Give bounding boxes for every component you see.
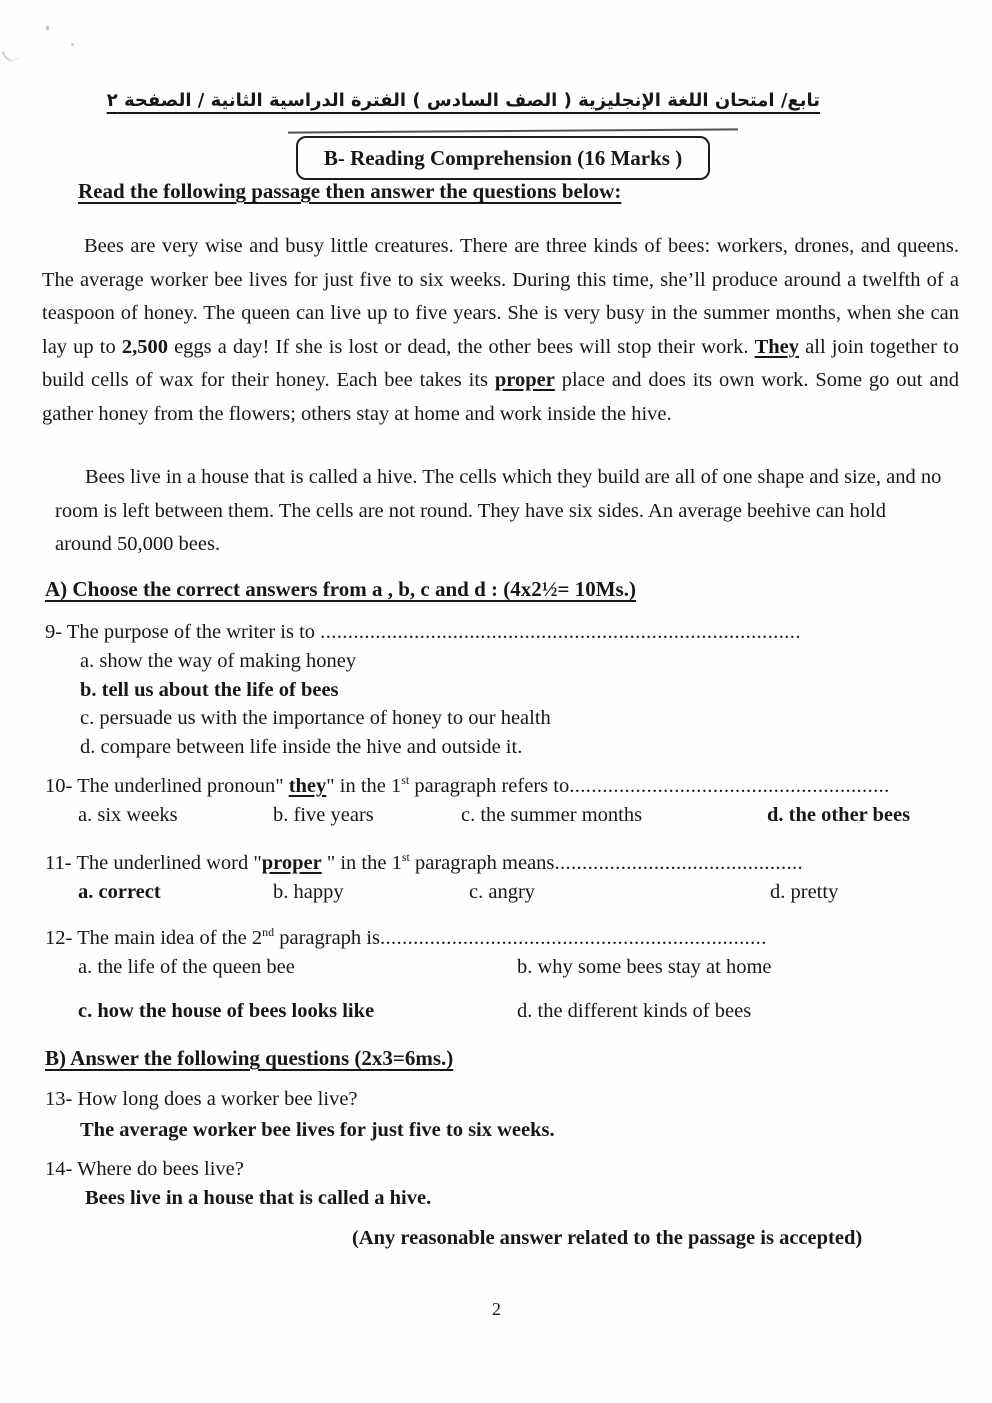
question-12-options-row-2 bbox=[45, 1000, 960, 1034]
question-10-option-c: c. the summer months bbox=[461, 804, 643, 826]
q12-ordinal-suffix: nd bbox=[262, 925, 275, 940]
question-12 bbox=[45, 927, 960, 1034]
q10-ordinal-suffix: st bbox=[401, 773, 410, 788]
passage-paragraph-2: Bees live in a house that is called a hive. The cells which they build are all of one shape and size, and no room is left between them. The cells are not round. They have six sides. An average beehive can hold around 50,000 bees. bbox=[55, 466, 942, 555]
question-12-option-b: b. why some bees stay at home bbox=[517, 956, 772, 978]
question-10-option-d-answer: d. the other bees bbox=[767, 804, 911, 826]
question-11-option-c: c. angry bbox=[469, 881, 536, 903]
question-12-option-c-answer: c. how the house of bees looks like bbox=[78, 1000, 375, 1022]
question-11-option-d: d. pretty bbox=[770, 881, 839, 903]
scan-speck-2 bbox=[71, 43, 74, 46]
q10-underlined-pronoun: they bbox=[288, 775, 327, 797]
page-number: 2 bbox=[492, 1299, 501, 1319]
p1-text-2: eggs a day! If she is lost or dead, the other bees will stop their work. bbox=[167, 335, 755, 358]
q11-stem-prefix: 11- The underlined word " bbox=[45, 852, 262, 874]
q11-underlined-word: proper bbox=[261, 852, 322, 874]
p1-underlined-they: They bbox=[754, 335, 800, 358]
question-14 bbox=[45, 1158, 431, 1210]
question-13 bbox=[45, 1088, 555, 1142]
question-9-stem bbox=[45, 621, 960, 644]
passage-paragraph-1 bbox=[42, 230, 959, 431]
section-b-heading: B) Answer the following questions (2x3=6ms.) bbox=[45, 1046, 454, 1070]
question-11-option-b: b. happy bbox=[273, 881, 344, 903]
question-9-options bbox=[80, 647, 960, 761]
q11-ordinal-suffix: st bbox=[401, 850, 410, 865]
q10-stem-suffix: paragraph refers to bbox=[409, 775, 570, 797]
question-9-option-a: a. show the way of making honey bbox=[80, 650, 357, 672]
q12-stem-prefix: 12- The main idea of the bbox=[45, 927, 252, 949]
question-10 bbox=[45, 775, 960, 838]
question-11-options bbox=[45, 881, 960, 915]
q10-stem-prefix: 10- The underlined pronoun" bbox=[45, 775, 289, 797]
question-12-option-d: d. the different kinds of bees bbox=[517, 1000, 752, 1022]
q11-stem-mid: " in the bbox=[321, 852, 392, 874]
question-9 bbox=[45, 621, 960, 761]
q12-dotted-line: ...................................................................... bbox=[379, 927, 767, 949]
question-11 bbox=[45, 852, 960, 915]
question-13-answer: The average worker bee lives for just five to six weeks. bbox=[80, 1119, 555, 1141]
q12-ordinal-base: 2 bbox=[251, 927, 263, 949]
q12-stem-suffix: paragraph is bbox=[274, 927, 380, 949]
question-9-option-c: c. persuade us with the importance of honey to our health bbox=[80, 707, 551, 730]
question-12-options-row-1 bbox=[45, 956, 960, 990]
question-9-option-d: d. compare between life inside the hive and outside it. bbox=[80, 735, 523, 758]
section-a-heading: A) Choose the correct answers from a , b, c and d : (4x2½= 10Ms.) bbox=[45, 577, 636, 601]
question-12-option-a: a. the life of the queen bee bbox=[78, 956, 295, 978]
question-10-option-a: a. six weeks bbox=[78, 804, 178, 826]
question-13-text: 13- How long does a worker bee live? bbox=[45, 1088, 358, 1110]
scan-speck-1 bbox=[46, 26, 49, 30]
p1-text-4: place and does its own work. Some go out and gather honey from the flowers; others stay at home and work inside the hive. bbox=[42, 369, 959, 425]
question-12-stem bbox=[45, 927, 960, 950]
arabic-exam-header: تابع/ امتحان اللغة الإنجليزية ( الصف السادس ) الفترة الدراسية الثانية / الصفحة ٢ bbox=[106, 90, 820, 111]
q10-ordinal-base: 1 bbox=[391, 775, 402, 797]
p1-bold-egg-count: 2,500 bbox=[121, 335, 168, 358]
question-9-option-b-answer: b. tell us about the life of bees bbox=[80, 678, 339, 701]
question-10-option-b: b. five years bbox=[273, 804, 374, 826]
p1-underlined-proper: proper bbox=[494, 369, 555, 391]
q9-dotted-line: ....................................................................................... bbox=[320, 621, 801, 643]
question-11-stem bbox=[45, 852, 960, 875]
scan-line-artifact bbox=[288, 128, 738, 133]
q9-stem-text: 9- The purpose of the writer is to bbox=[45, 621, 321, 643]
q11-stem-suffix: paragraph means bbox=[409, 852, 555, 874]
q11-ordinal-base: 1 bbox=[391, 852, 402, 874]
question-10-options bbox=[45, 804, 960, 838]
question-14-text: 14- Where do bees live? bbox=[45, 1158, 244, 1180]
grading-note: (Any reasonable answer related to the passage is accepted) bbox=[352, 1227, 863, 1249]
section-title: B- Reading Comprehension (16 Marks ) bbox=[323, 145, 683, 170]
question-11-option-a-answer: a. correct bbox=[78, 881, 161, 903]
section-title-box bbox=[296, 136, 710, 180]
p1-text-3: all join together to build cells of wax for their honey. Each bee takes its bbox=[42, 335, 959, 391]
question-14-answer: Bees live in a house that is called a hive. bbox=[85, 1187, 432, 1209]
p1-text-1: Bees are very wise and busy little creatures. There are three kinds of bees: workers, drones, and queens. The average worker bee lives for just five to six weeks. During this time, she’ll produce around a twelfth of a teaspoon of honey. The queen can live up to five years. She is very busy in the summer months, when she can lay up to bbox=[42, 235, 959, 358]
question-10-stem bbox=[45, 775, 960, 798]
q11-dotted-line: ............................................. bbox=[554, 852, 804, 874]
instruction-heading: Read the following passage then answer the questions below: bbox=[78, 179, 622, 203]
q10-dotted-line: .......................................................... bbox=[569, 775, 890, 797]
scan-squiggle-mark bbox=[1, 46, 19, 64]
q10-stem-mid: " in the bbox=[326, 775, 392, 797]
